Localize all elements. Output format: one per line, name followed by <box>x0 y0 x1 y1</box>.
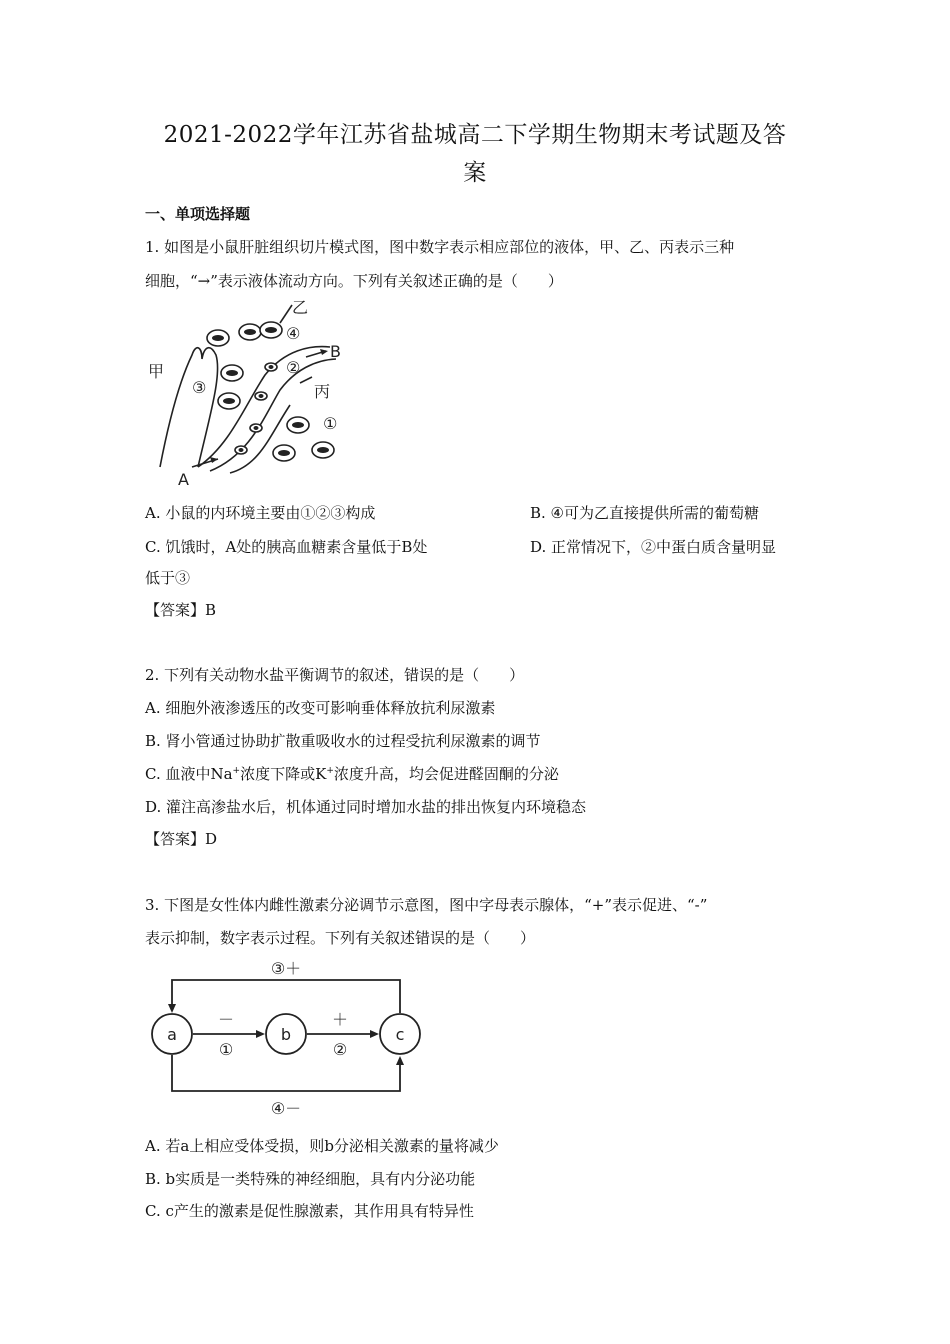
arrow-1-number: ① <box>218 1040 234 1059</box>
label-4: ④ <box>286 324 301 343</box>
q2-option-b: B. 肾小管通过协助扩散重吸收水的过程受抗利尿激素的调节 <box>145 732 541 750</box>
q1-option-d: D. 正常情况下，②中蛋白质含量明显 <box>530 538 777 556</box>
q1-option-d-cont: 低于③ <box>145 569 191 587</box>
q3-option-c: C. c产生的激素是促性腺激素，其作用具有特异性 <box>145 1202 474 1220</box>
q3-stem-line-1: 3. 下图是女性体内雌性激素分泌调节示意图，图中字母表示腺体，“+”表示促进、“-” <box>145 896 708 914</box>
bottom-loop-label: ④－ <box>270 1099 302 1118</box>
q2-stem: 2. 下列有关动物水盐平衡调节的叙述，错误的是（ ） <box>145 666 525 684</box>
label-B: B <box>330 342 341 361</box>
node-c: c <box>395 1025 405 1044</box>
label-yi: 乙 <box>292 298 309 317</box>
q2-option-c: C. 血液中Na+浓度下降或K+浓度升高，均会促进醛固酮的分泌 <box>145 765 559 783</box>
label-2: ② <box>286 358 301 377</box>
document-title <box>80 116 870 192</box>
q1-stem-line-1: 1. 如图是小鼠肝脏组织切片模式图，图中数字表示相应部位的液体，甲、乙、丙表示三种 <box>145 238 735 256</box>
label-3: ③ <box>192 378 207 397</box>
q1-option-b: B. ④可为乙直接提供所需的葡萄糖 <box>530 504 760 522</box>
q3-stem-line-2: 表示抑制，数字表示过程。下列有关叙述错误的是（ ） <box>145 929 536 947</box>
q3-option-b: B. b实质是一类特殊的神经细胞，具有内分泌功能 <box>145 1170 476 1188</box>
node-b: b <box>280 1025 292 1044</box>
section-heading: 一、单项选择题 <box>145 205 251 223</box>
q1-option-c: C. 饥饿时，A处的胰高血糖素含量低于B处 <box>145 538 428 556</box>
q1-liver-tissue-figure <box>140 295 360 490</box>
q2-answer: 【答案】D <box>145 830 218 848</box>
title-line-1: 2021-2022学年江苏省盐城高二下学期生物期末考试题及答 <box>163 122 787 148</box>
arrow-1-sign: － <box>217 1010 235 1029</box>
arrow-2-number: ② <box>332 1040 348 1059</box>
label-bing: 丙 <box>314 382 331 401</box>
top-loop-label: ③＋ <box>270 959 302 978</box>
title-line-2: 案 <box>463 160 487 186</box>
label-1: ① <box>323 414 338 433</box>
q1-option-a: A. 小鼠的内环境主要由①②③构成 <box>145 504 376 522</box>
q2-option-d: D. 灌注高渗盐水后，机体通过同时增加水盐的排出恢复内环境稳态 <box>145 798 587 816</box>
arrow-2-sign: ＋ <box>331 1010 349 1029</box>
q3-hormone-regulation-figure <box>140 955 440 1125</box>
node-a: a <box>167 1025 177 1044</box>
label-A: A <box>178 470 189 489</box>
q1-stem-line-2: 细胞，“→”表示液体流动方向。下列有关叙述正确的是（ ） <box>145 272 563 290</box>
q2-option-a: A. 细胞外液渗透压的改变可影响垂体释放抗利尿激素 <box>145 699 496 717</box>
label-jia: 甲 <box>148 362 165 381</box>
q1-answer: 【答案】B <box>145 601 217 619</box>
q3-option-a: A. 若a上相应受体受损，则b分泌相关激素的量将减少 <box>145 1137 499 1155</box>
